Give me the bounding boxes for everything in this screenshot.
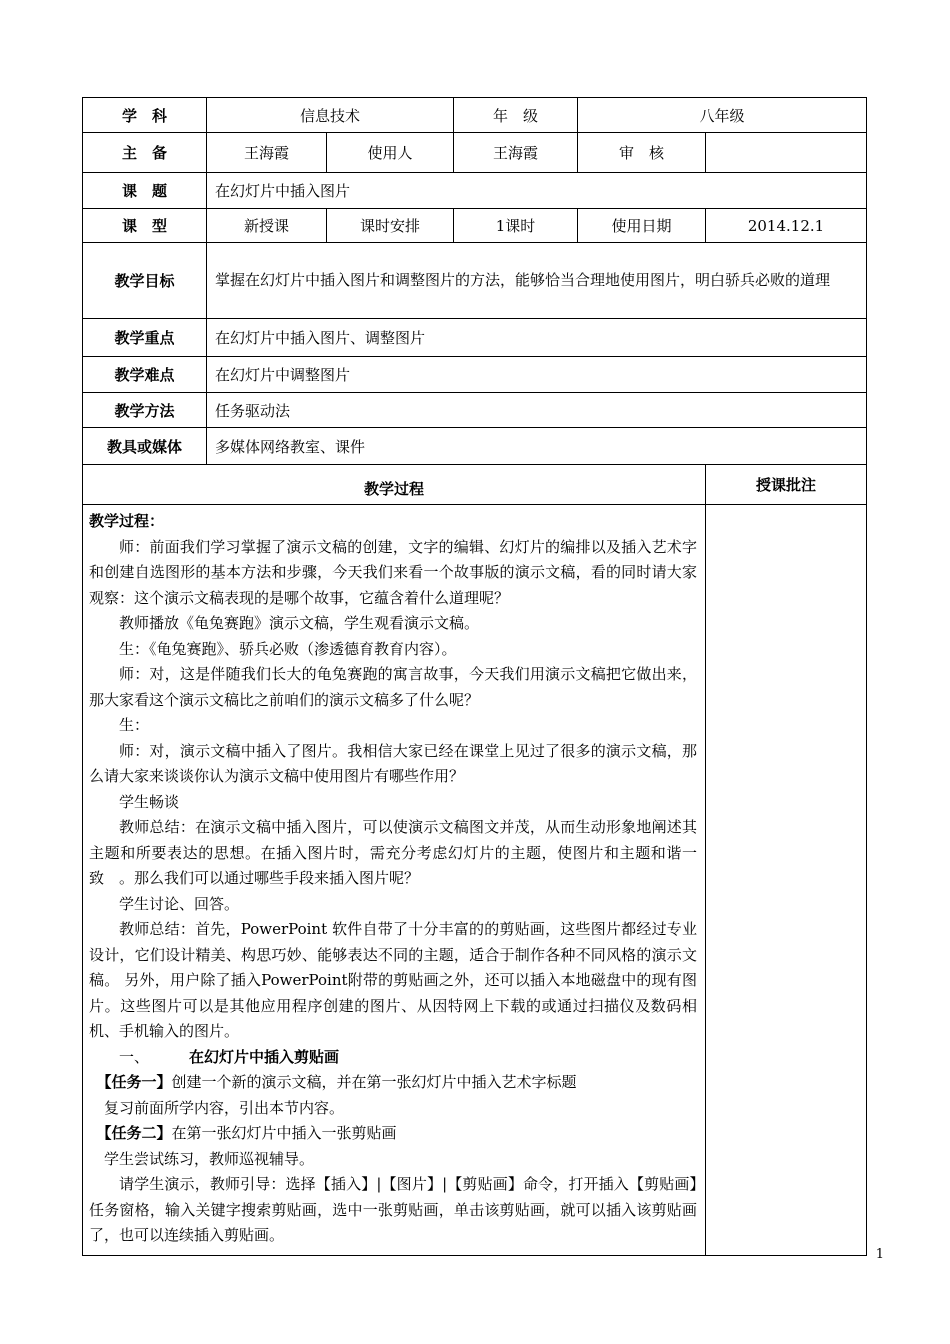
type-label: 课 型	[83, 209, 207, 243]
notes-column-title: 授课批注	[706, 465, 867, 505]
process-paragraph: 教师总结：首先，PowerPoint 软件自带了十分丰富的的剪贴画，这些图片都经过专业设计，它们设计精美、构思巧妙、能够表达不同的主题，适合于制作各种不同风格的演示文稿。 另外，用户除了插入PowerPoint附带的剪贴画之外，还可以插入本地磁盘中的现有图片。这些图片可以是其他应用程序创建的图片、从因特网上下载的或通过扫描仪及数码相机、手机输入的图片。	[89, 920, 698, 1040]
page-number: 1	[875, 1247, 884, 1262]
process-paragraph: 师：前面我们学习掌握了演示文稿的创建，文字的编辑、幻灯片的编排以及插入艺术字和创建自选图形的基本方法和步骤，今天我们来看一个故事版的演示文稿，看的同时请大家观察：这个演示文稿表现的是哪个故事，它蕴含着什么道理呢？	[89, 537, 698, 607]
key-point-row	[83, 319, 867, 357]
grade-value: 八年级	[578, 98, 867, 133]
user-label: 使用人	[327, 133, 454, 173]
grade-label: 年 级	[454, 98, 578, 133]
process-paragraph: 学生畅谈	[119, 792, 180, 811]
process-header-row	[83, 465, 867, 505]
process-paragraph: 师：对，这是伴随我们长大的龟兔赛跑的寓言故事，今天我们用演示文稿把它做出来，那大家看这个演示文稿比之前咱们的演示文稿多了什么呢？	[89, 665, 698, 709]
method-label: 教学方法	[83, 393, 207, 428]
topic-label: 课 题	[83, 173, 207, 209]
process-content	[83, 505, 706, 1256]
section-title: 在幻灯片中插入剪贴画	[189, 1047, 340, 1066]
key-point-value: 在幻灯片中插入图片、调整图片	[207, 319, 867, 357]
media-label: 教具或媒体	[83, 428, 207, 465]
difficulty-row	[83, 357, 867, 393]
preparer-label: 主 备	[83, 133, 207, 173]
user-value: 王海霞	[454, 133, 578, 173]
topic-value: 在幻灯片中插入图片	[207, 173, 867, 209]
process-paragraph: 师：对，演示文稿中插入了图片。我相信大家已经在课堂上见过了很多的演示文稿，那么请大家来谈谈你认为演示文稿中使用图片有哪些作用？	[89, 741, 698, 785]
task-one-note: 复习前面所学内容，引出本节内容。	[104, 1098, 345, 1117]
subject-value: 信息技术	[207, 98, 454, 133]
task-two-note: 学生尝试练习，教师巡视辅导。	[104, 1149, 315, 1168]
key-point-label: 教学重点	[83, 319, 207, 357]
subject-row	[83, 98, 867, 133]
type-value: 新授课	[207, 209, 327, 243]
subject-label: 学 科	[83, 98, 207, 133]
method-row	[83, 393, 867, 428]
task-two-text: 在第一张幻灯片中插入一张剪贴画	[171, 1124, 397, 1142]
topic-row	[83, 173, 867, 209]
goal-label: 教学目标	[83, 243, 207, 319]
task-two	[89, 1121, 697, 1147]
task-one	[89, 1070, 697, 1096]
process-paragraph: 生：	[119, 716, 150, 734]
section-number: 一、	[119, 1047, 150, 1066]
type-row	[83, 209, 867, 243]
preparer-row	[83, 133, 867, 173]
task-two-label: 【任务二】	[96, 1124, 172, 1142]
task-one-text: 创建一个新的演示文稿，并在第一张幻灯片中插入艺术字标题	[171, 1073, 577, 1091]
preparer-value: 王海霞	[207, 133, 327, 173]
process-paragraph: 生：《龟兔赛跑》、骄兵必败（渗透德育教育内容）。	[119, 639, 457, 658]
difficulty-value: 在幻灯片中调整图片	[207, 357, 867, 393]
process-body-row	[83, 505, 867, 1256]
process-heading: 教学过程：	[89, 512, 165, 530]
section-heading	[89, 1045, 697, 1071]
hours-label: 课时安排	[327, 209, 454, 243]
lesson-plan-table	[82, 97, 867, 1256]
difficulty-label: 教学难点	[83, 357, 207, 393]
notes-column	[706, 505, 867, 1256]
process-final-paragraph: 请学生演示，教师引导：选择【插入】|【图片】|【剪贴画】命令，打开插入【剪贴画】任务窗格，输入关键字搜索剪贴画，选中一张剪贴画，单击该剪贴画，就可以插入该剪贴画了，也可以连续插入剪贴画。	[89, 1175, 698, 1244]
review-label: 审 核	[578, 133, 706, 173]
goal-row	[83, 243, 867, 319]
hours-value: 1课时	[454, 209, 578, 243]
media-row	[83, 428, 867, 465]
process-paragraph: 教师总结：在演示文稿中插入图片，可以使演示文稿图文并茂，从而生动形象地阐述其主题和所要表达的思想。在插入图片时，需充分考虑幻灯片的主题，使图片和主题和谐一致 。那么我们可以通过哪些手段来插入图片呢？	[89, 818, 698, 887]
method-value: 任务驱动法	[207, 393, 867, 428]
date-label: 使用日期	[578, 209, 706, 243]
goal-value: 掌握在幻灯片中插入图片和调整图片的方法，能够恰当合理地使用图片，明白骄兵必败的道理	[207, 243, 867, 319]
process-column-title: 教学过程	[83, 465, 706, 505]
review-value	[706, 133, 867, 173]
process-paragraph: 教师播放《龟兔赛跑》演示文稿，学生观看演示文稿。	[119, 614, 480, 632]
task-one-label: 【任务一】	[96, 1073, 172, 1091]
process-paragraph: 学生讨论、回答。	[119, 894, 240, 913]
media-value: 多媒体网络教室、课件	[207, 428, 867, 465]
date-value: 2014.12.1	[706, 209, 867, 243]
